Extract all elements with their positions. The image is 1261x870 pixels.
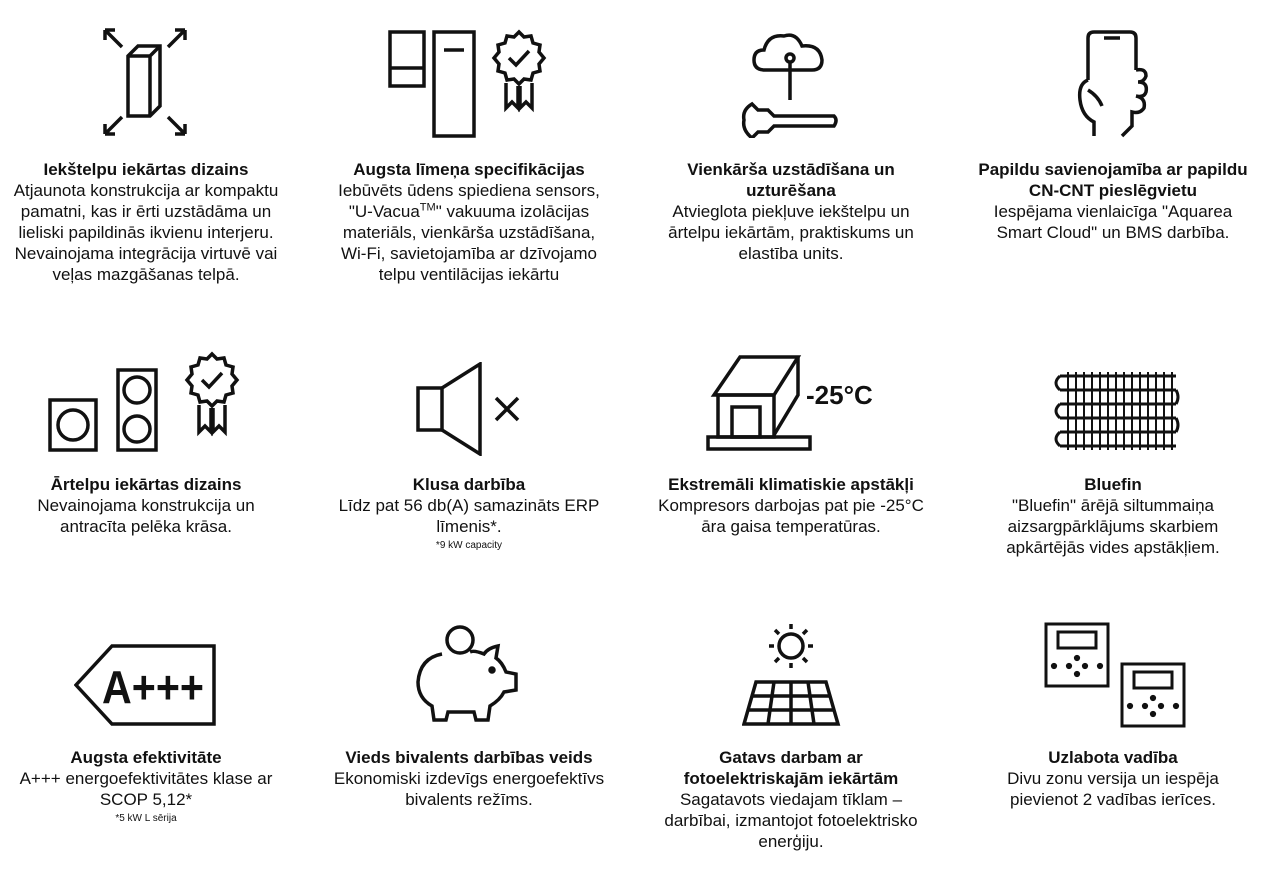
- feature-description: "Bluefin" ārējā siltummaiņa aizsargpārklājums skarbiem apkārtējās vides apstākļiem.: [1006, 496, 1220, 557]
- energy-class-label: A+++: [102, 661, 204, 713]
- feature-description: Atvieglota piekļuve iekštelpu un ārtelpu iekārtām, praktiskums un elastība units.: [668, 202, 914, 263]
- feature-card: [314, 159, 624, 285]
- feature-card: [636, 747, 946, 852]
- temperature-label: -25°C: [806, 380, 873, 410]
- feature-title: Klusa darbība: [412, 475, 526, 494]
- feature-description: Atjaunota konstrukcija ar kompaktu pamatni, kas ir ērti uzstādāma un lieliski papildinās ikvienu interjeru. Nevainojama integrācija virtuvē vai veļas mazgāšanas telpā.: [13, 181, 279, 284]
- feature-description: Kompresors darbojas pat pie -25°C āra gaisa temperatūras.: [658, 496, 924, 536]
- footnote: *5 kW L sērija: [115, 813, 177, 824]
- feature-description: Divu zonu versija un iespēja pievienot 2 vadības ierīces.: [1007, 769, 1219, 809]
- feature-card: [314, 474, 624, 552]
- feature-title: Vieds bivalents darbības veids: [345, 748, 593, 767]
- feature-title: Vienkārša uzstādīšana un uzturēšana: [687, 160, 895, 200]
- feature-card: [958, 747, 1261, 810]
- feature-title: Augsta līmeņa specifikācijas: [353, 160, 585, 179]
- feature-card: [314, 747, 624, 810]
- feature-title: Iekštelpu iekārtas dizains: [43, 160, 249, 179]
- controllers-icon: [1044, 622, 1188, 728]
- feature-card: [0, 474, 301, 537]
- feature-title: Uzlabota vadība: [1048, 748, 1178, 767]
- feature-card: [0, 159, 301, 285]
- solar-panel-icon: [742, 622, 842, 728]
- feature-description: Līdz pat 56 db(A) samazināts ERP līmenis*.: [338, 496, 600, 536]
- footnote: *9 kW capacity: [435, 540, 503, 551]
- feature-title: Bluefin: [1084, 475, 1142, 494]
- feature-card: [958, 159, 1261, 243]
- feature-description: Nevainojama konstrukcija un antracīta pelēka krāsa.: [37, 496, 255, 536]
- compact-unit-icon: [100, 26, 190, 138]
- feature-card: [636, 159, 946, 264]
- feature-description: Iebūvēts ūdens spiediena sensors, "U-Vacua™" vakuuma izolācijas materiāls, vienkārša uzstādīšana, Wi-Fi, savietojamība ar dzīvojamo telpu ventilācijas iekārtu: [338, 181, 600, 284]
- feature-title: Ārtelpu iekārtas dizains: [50, 475, 242, 494]
- cloud-wrench-icon: [740, 30, 840, 138]
- feature-description: A+++ energoefektivitātes klase ar SCOP 5,12*: [19, 769, 273, 809]
- energy-label-icon: [74, 644, 218, 728]
- feature-description: Sagatavots viedajam tīklam – darbībai, izmantojot fotoelektrisko enerģiju.: [664, 790, 918, 851]
- feature-card: [636, 474, 946, 537]
- feature-title: Augsta efektivitāte: [70, 748, 222, 767]
- quality-badge-icon: [388, 28, 550, 138]
- mute-speaker-icon: [416, 362, 522, 456]
- feature-title: Ekstremāli klimatiskie apstākļi: [668, 475, 914, 494]
- feature-description: Iespējama vienlaicīga "Aquarea Smart Cloud" un BMS darbība.: [993, 202, 1233, 242]
- feature-description: Ekonomiski izdevīgs energoefektīvs bivalents režīms.: [333, 769, 605, 809]
- feature-card: [0, 747, 301, 825]
- outdoor-units-icon: [48, 350, 244, 454]
- smartphone-hand-icon: [1074, 30, 1154, 138]
- heat-exchanger-icon: [1052, 370, 1180, 454]
- feature-title: Gatavs darbam ar fotoelektriskajām iekārtām: [683, 748, 899, 788]
- feature-title: Papildu savienojamība ar papildu CN-CNT pieslēgvietu: [978, 160, 1248, 200]
- feature-card: [958, 474, 1261, 558]
- piggy-bank-icon: [412, 624, 524, 724]
- house-icon: [704, 355, 814, 453]
